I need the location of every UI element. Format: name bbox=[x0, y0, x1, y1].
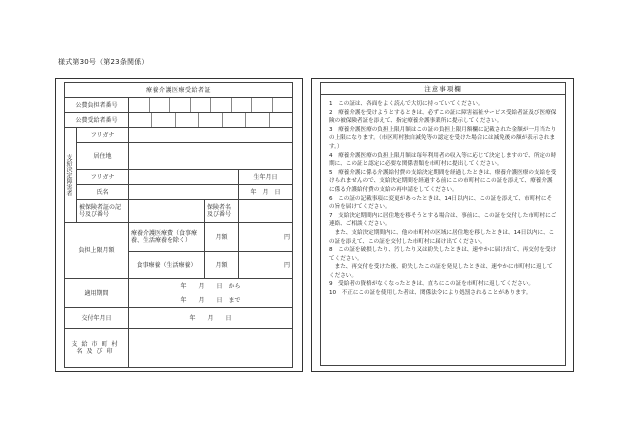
notes-panel bbox=[320, 82, 566, 366]
insurer-name-value bbox=[239, 200, 293, 223]
form-number-label: 様式第30号（第23条関係） bbox=[58, 58, 149, 66]
issue-date-value: 年 月 日 bbox=[129, 308, 293, 329]
note-item: 7 支給決定期間内に居住地を移そうとする場合は、事前に、この証を交付した市町村にご連絡、ご相談ください。 bbox=[329, 212, 557, 228]
note-item: また、支給決定期間内に、他の市町村の区域に居住地を移したときは、14日以内に、この証を添えて、この証を交付した市町村に届け出てください。 bbox=[329, 229, 555, 245]
certificate-panel bbox=[64, 82, 292, 368]
monthly-amount-label-2: 月額 bbox=[205, 252, 239, 279]
public-payer-number-label: 公費負担者番号 bbox=[65, 98, 129, 113]
municipality-value bbox=[129, 329, 293, 368]
notes-title: 注意事項欄 bbox=[320, 82, 566, 95]
public-payer-number-boxes bbox=[129, 98, 293, 113]
birth-date-value: 年 月 日 bbox=[239, 185, 293, 200]
copay-limit-label: 負担上限月額 bbox=[65, 223, 129, 279]
furigana-name-value bbox=[129, 170, 239, 185]
note-item: 3 療養介護医療の負担上限月額はこの証の負担上限月額欄に記載された金額が一月当たりの上限になります。（市区町村独自減免等の認定を受けた場合には減免後の額が表示されます。） bbox=[329, 126, 557, 150]
furigana-label-2: フリガナ bbox=[77, 170, 129, 185]
furigana-label-1: フリガナ bbox=[77, 128, 129, 143]
monthly-amount-label-1: 月額 bbox=[205, 223, 239, 252]
certificate-table bbox=[64, 82, 293, 368]
name-label: 氏名 bbox=[77, 185, 129, 200]
note-item: 9 受給者の資格がなくなったときは、直ちにこの証を市町村に返してください。 bbox=[329, 281, 534, 288]
public-recipient-number-boxes bbox=[129, 113, 293, 128]
birth-date-label: 生年月日 bbox=[239, 170, 293, 185]
insurer-name-label: 保険者名及び番号 bbox=[205, 200, 239, 223]
yen-unit-1: 円 bbox=[239, 223, 293, 252]
period-from: 年 月 日 から bbox=[180, 282, 241, 290]
insured-symbol-label: 被保険者証の記号及び番号 bbox=[77, 200, 129, 223]
address-label: 居住地 bbox=[77, 143, 129, 170]
note-item: 8 この証を破損したり、汚したり又は紛失したときは、速やかに届け出て、再交付を受けてください。 bbox=[329, 247, 557, 262]
note-item: 2 療養介護を受けようとするときは、必ずこの証に障害福祉サービス受給者証及び医療保険の被保険者証を添えて、指定療養介護事業所に提示してください。 bbox=[329, 109, 557, 125]
note-item: 5 療養介護に係る介護給付費の支給決定期間を経過したときは、療養介護医療の支給を受けられませんので、支給決定期間を経過する前にこの市町村にこの証を添えて、療養介護に係る介護給付費の支給の再申請をしてください。 bbox=[329, 169, 557, 193]
address-value bbox=[129, 143, 293, 170]
certificate-title: 療養介護医療受給者証 bbox=[65, 83, 293, 98]
furigana-address-value bbox=[129, 128, 293, 143]
note-item: 4 療養介護医療の負担上限月額は毎年利用者の収入等に応じて決定しますので、所定の時期に、この証と認定に必要な関係書類を市町村に提出してください。 bbox=[329, 152, 557, 168]
notes-body bbox=[320, 95, 566, 366]
insured-symbol-value bbox=[129, 200, 205, 223]
note-item: また、再交付を受けた後、紛失したこの証を発見したときは、速やかに市町村に返してください。 bbox=[329, 264, 553, 279]
valid-period-value bbox=[129, 279, 293, 308]
note-item: 10 不正にこの証を使用した者は、関係法令により処罰されることがあります。 bbox=[329, 290, 532, 297]
beneficiary-group-label: 支給決定障害者 bbox=[65, 128, 77, 223]
municipality-label: 支給市町村名及び印 bbox=[65, 329, 129, 368]
period-to: 年 月 日 まで bbox=[180, 296, 241, 304]
name-value bbox=[129, 185, 239, 200]
copay-meal-label: 食事療養（生活療養） bbox=[129, 252, 205, 279]
valid-period-label: 適用期間 bbox=[65, 279, 129, 308]
issue-date-label: 交付年月日 bbox=[65, 308, 129, 329]
public-recipient-number-label: 公費受給者番号 bbox=[65, 113, 129, 128]
note-item: 6 この証の記載事項に変更があったときは、14日以内に、この証を添えて、市町村にその旨を届けてください。 bbox=[329, 195, 553, 211]
yen-unit-2: 円 bbox=[239, 252, 293, 279]
copay-medical-label: 療養介護医療費（食事療養、生活療養を除く） bbox=[129, 223, 205, 252]
note-item: 1 この証は、各面をよく読んで大切に持っていてください。 bbox=[329, 101, 484, 107]
